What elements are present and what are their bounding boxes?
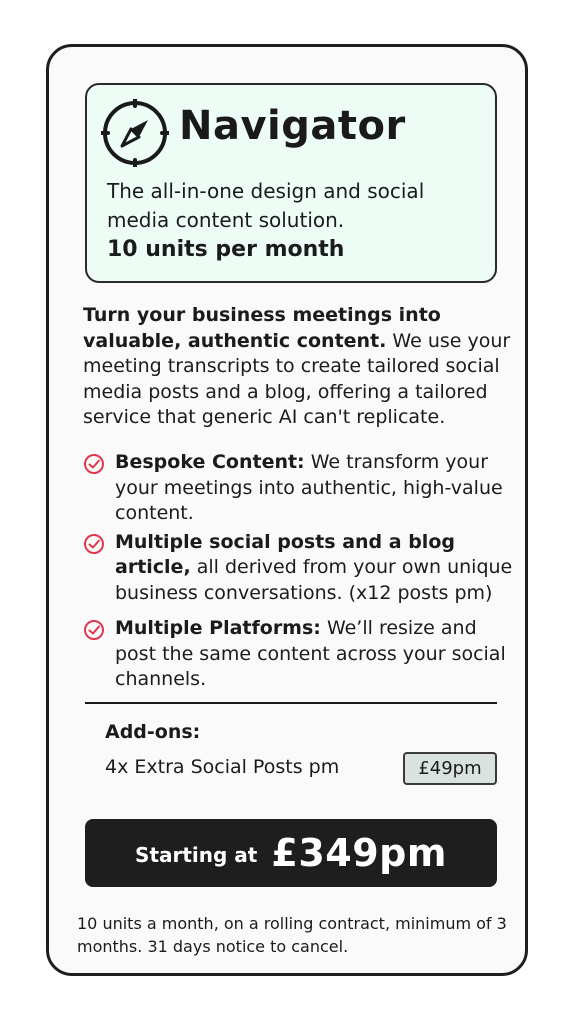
- feature-text: We’ll resize and post the same content across your social channels.: [115, 617, 506, 690]
- feature-title: Bespoke Content:: [115, 451, 305, 473]
- feature-item: [83, 450, 513, 527]
- pricing-card: [46, 44, 528, 976]
- plan-description: [83, 303, 523, 431]
- cta-price: £349pm: [271, 831, 447, 875]
- description-lead: Turn your business meetings into valuable, authentic content.: [83, 304, 441, 352]
- addon-price-badge: £49pm: [403, 752, 497, 785]
- plan-header: [85, 83, 497, 283]
- section-divider: [85, 702, 497, 704]
- feature-title: Multiple Platforms:: [115, 617, 321, 639]
- feature-text: all derived from your own unique business conversations. (x12 posts pm): [115, 556, 513, 604]
- feature-title: Multiple social posts and a blog article,: [115, 530, 455, 578]
- check-circle-icon: [83, 533, 105, 555]
- addons-label: Add-ons:: [105, 721, 201, 743]
- check-circle-icon: [83, 619, 105, 641]
- addon-name: 4x Extra Social Posts pm: [105, 756, 340, 778]
- cta-prefix: Starting at: [135, 843, 258, 867]
- feature-text: We transform your your meetings into authentic, high-value content.: [115, 451, 503, 524]
- compass-icon: [101, 99, 169, 167]
- feature-item: [83, 530, 513, 607]
- starting-price-button[interactable]: [85, 819, 497, 887]
- check-circle-icon: [83, 453, 105, 475]
- feature-item: [83, 616, 513, 693]
- contract-footnote: 10 units a month, on a rolling contract, minimum of 3 months. 31 days notice to cancel.: [77, 914, 507, 956]
- feature-list: [83, 450, 513, 693]
- plan-tagline: The all-in-one design and social media content solution.: [107, 179, 425, 232]
- plan-title: Navigator: [179, 103, 406, 149]
- description-body: We use your meeting transcripts to create tailored social media posts and a blog, offering a tailored service that generic AI can't replicate.: [83, 329, 511, 428]
- plan-units: 10 units per month: [107, 237, 345, 262]
